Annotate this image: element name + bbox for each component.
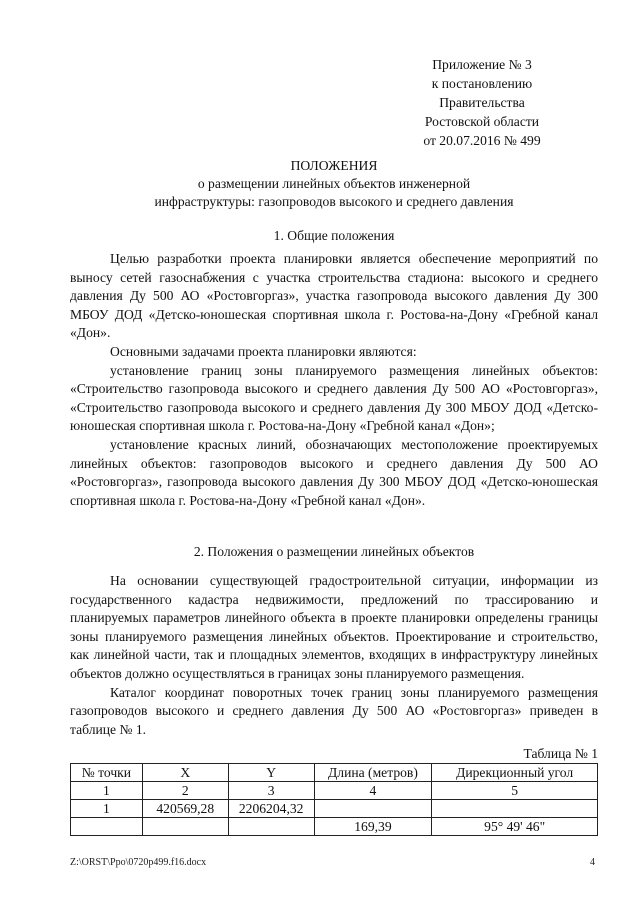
section-2-heading: 2. Положения о размещении линейных объектов <box>193 544 475 559</box>
table-cell: 2206204,32 <box>228 800 314 818</box>
appendix-line: Ростовской области <box>424 114 540 129</box>
appendix-line: Приложение № 3 <box>432 57 532 72</box>
table-header-row <box>71 764 598 782</box>
table-cell: 1 <box>71 800 143 818</box>
header-cell: X <box>142 764 228 782</box>
index-cell: 1 <box>71 782 143 800</box>
appendix-line: к постановлению <box>431 76 533 91</box>
appendix-line: от 20.07.2016 № 499 <box>423 133 541 148</box>
title-line: о размещении линейных объектов инженерной <box>197 176 471 191</box>
table-cell <box>228 818 314 836</box>
table-cell: 420569,28 <box>142 800 228 818</box>
table-cell <box>314 800 432 818</box>
appendix-block <box>382 55 582 150</box>
index-cell: 5 <box>432 782 598 800</box>
title-heading: ПОЛОЖЕНИЯ <box>290 158 378 173</box>
paragraph: Целью разработки проекта планировки является обеспечение мероприятий по выносу сетей газоснабжения с участка строительства стадиона: высокого и среднего давления Ду 500 АО «Ростовгоргаз», участка газопровода высокого давления Ду 300 МБОУ ДОД «Детско-юношеская спортивная школа г. Ростова-на-Дону «Гребной канал «Дон». <box>70 251 598 341</box>
header-cell: Дирекционный угол <box>432 764 598 782</box>
index-cell: 4 <box>314 782 432 800</box>
document-title <box>70 157 598 211</box>
table-caption: Таблица № 1 <box>523 746 598 761</box>
table-index-row <box>71 782 598 800</box>
paragraph: установление красных линий, обозначающих местоположение проектируемых линейных объектов: газопроводов высокого и среднего давления Ду 500 АО «Ростовгоргаз», газопровода высокого давления Ду 300 МБОУ ДОД «Детско-юношеская спортивная школа г. Ростова-на-Дону «Гребной канал «Дон». <box>70 436 598 508</box>
paragraph: На основании существующей градостроительной ситуации, информации из государственного кадастра недвижимости, предложений по трассированию и планируемых параметров линейного объекта в проекте планировки определены границы зоны планируемого размещения линейных объектов. Проектирование и строительство, как линейной части, так и площадных элементов, входящих в инфраструктуру линейных объектов должно осуществляться в границах зоны планируемого размещения. <box>70 573 598 681</box>
table-cell <box>142 818 228 836</box>
paragraph: Основными задачами проекта планировки являются: <box>110 343 417 359</box>
index-cell: 2 <box>142 782 228 800</box>
section-1-body <box>70 250 598 510</box>
coordinates-table <box>70 763 598 836</box>
table-row <box>71 818 598 836</box>
page-number: 4 <box>590 857 595 868</box>
section-1-heading: 1. Общие положения <box>273 228 395 243</box>
table-row <box>71 800 598 818</box>
table-cell: 169,39 <box>314 818 432 836</box>
table-cell: 95° 49' 46" <box>432 818 598 836</box>
appendix-line: Правительства <box>439 95 525 110</box>
title-line: инфраструктуры: газопроводов высокого и среднего давления <box>154 194 514 209</box>
header-cell: Длина (метров) <box>314 764 432 782</box>
table-cell <box>432 800 598 818</box>
header-cell: № точки <box>71 764 143 782</box>
paragraph: установление границ зоны планируемого размещения линейных объектов: «Строительство газопровода высокого и среднего давления Ду 500 АО «Ростовгоргаз», «Строительство газопровода высокого и среднего давления Ду 300 МБОУ ДОД «Детско-юношеская спортивная школа г. Ростова-на-Дону «Гребной канал «Дон»; <box>70 362 598 434</box>
section-2-body <box>70 572 598 739</box>
header-cell: Y <box>228 764 314 782</box>
footer-file-path: Z:\ORST\Ppo\0720p499.f16.docx <box>70 857 207 868</box>
index-cell: 3 <box>228 782 314 800</box>
table-cell <box>71 818 143 836</box>
paragraph: Каталог координат поворотных точек границ зоны планируемого размещения газопроводов высокого и среднего давления Ду 500 АО «Ростовгоргаз» приведен в таблице № 1. <box>70 684 598 737</box>
